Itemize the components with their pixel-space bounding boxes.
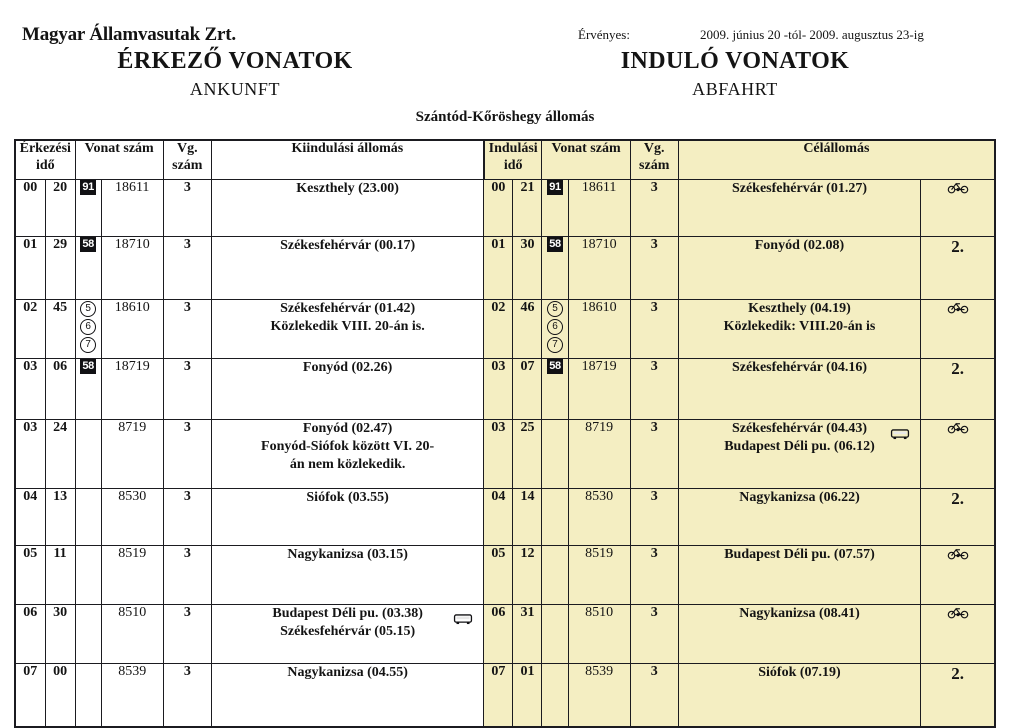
arrival-car-number: 3 — [163, 546, 211, 605]
arrival-symbols — [75, 546, 101, 605]
arrival-symbols — [75, 605, 101, 664]
destination-station — [678, 237, 920, 300]
table-row — [15, 546, 995, 605]
arrival-minute: 45 — [45, 300, 75, 359]
station-line: Fonyód (02.08) — [754, 238, 845, 253]
train-category-box: 58 — [549, 238, 561, 250]
arrivals-subtitle: ANKUNFT — [189, 79, 281, 99]
arrival-hour: 05 — [15, 546, 45, 605]
table-row — [15, 664, 995, 728]
departure-hour: 03 — [484, 420, 513, 489]
arrival-minute: 06 — [45, 359, 75, 420]
departure-train-number: 8539 — [568, 664, 630, 728]
arrival-hour: 01 — [15, 237, 45, 300]
bicycle-icon — [947, 546, 969, 560]
col-car-number-arrivals: Vg. szám — [163, 140, 211, 180]
train-category-box: 58 — [549, 360, 561, 372]
row-service-icon — [921, 237, 995, 300]
arrival-train-number: 18710 — [101, 237, 163, 300]
second-class-label: 2. — [951, 237, 964, 256]
arrival-minute: 24 — [45, 420, 75, 489]
departure-minute: 14 — [513, 489, 542, 546]
page-header — [0, 0, 1024, 125]
station-line: Siófok (03.55) — [306, 490, 389, 505]
table-row — [15, 420, 995, 489]
origin-station — [211, 489, 484, 546]
arrival-symbols — [75, 237, 101, 300]
destination-station — [678, 300, 920, 359]
arrival-hour: 03 — [15, 359, 45, 420]
arrival-train-number: 18719 — [101, 359, 163, 420]
station-line: Székesfehérvár (04.43) — [731, 421, 867, 436]
arrival-hour: 06 — [15, 605, 45, 664]
departure-symbols — [542, 300, 568, 359]
bus-icon — [890, 428, 910, 441]
origin-station — [211, 180, 484, 237]
table-row — [15, 605, 995, 664]
arrival-car-number: 3 — [163, 237, 211, 300]
departure-train-number: 8510 — [568, 605, 630, 664]
station-line: Nagykanizsa (08.41) — [739, 606, 860, 621]
departure-car-number: 3 — [630, 605, 678, 664]
departure-car-number: 3 — [630, 546, 678, 605]
departure-hour: 06 — [484, 605, 513, 664]
origin-station — [211, 359, 484, 420]
departure-symbols — [542, 605, 568, 664]
departure-symbols — [542, 546, 568, 605]
departure-hour: 00 — [484, 180, 513, 237]
station-line: Székesfehérvár (05.15) — [280, 623, 416, 639]
row-service-icon — [921, 546, 995, 605]
destination-station — [678, 180, 920, 237]
departure-hour: 02 — [484, 300, 513, 359]
station-line: Székesfehérvár (00.17) — [280, 238, 416, 253]
destination-station — [678, 359, 920, 420]
arrivals-title: ÉRKEZŐ VONATOK — [117, 48, 353, 74]
departure-minute: 21 — [513, 180, 542, 237]
table-row — [15, 359, 995, 420]
origin-station — [211, 420, 484, 489]
arrival-car-number: 3 — [163, 664, 211, 728]
departure-hour: 07 — [484, 664, 513, 728]
station-line: Budapest Déli pu. (06.12) — [724, 438, 875, 454]
row-service-icon — [921, 489, 995, 546]
row-service-icon — [921, 605, 995, 664]
arrival-car-number: 3 — [163, 605, 211, 664]
second-class-label: 2. — [951, 359, 964, 378]
arrival-car-number: 3 — [163, 359, 211, 420]
arrival-train-number: 18610 — [101, 300, 163, 359]
station-line: Keszthely (23.00) — [296, 181, 399, 196]
row-service-icon — [921, 664, 995, 728]
arrival-minute: 11 — [45, 546, 75, 605]
station-line: Nagykanizsa (06.22) — [739, 490, 860, 505]
train-category-box: 58 — [82, 238, 94, 250]
arrival-symbols — [75, 420, 101, 489]
departure-car-number: 3 — [630, 664, 678, 728]
train-category-box: 58 — [82, 360, 94, 372]
company-name: Magyar Államvasutak Zrt. — [22, 24, 236, 45]
departures-title: INDULÓ VONATOK — [620, 48, 850, 74]
station-line: Székesfehérvár (01.42) — [280, 301, 416, 316]
departure-car-number: 3 — [630, 359, 678, 420]
arrival-train-number: 18611 — [101, 180, 163, 237]
weekday-circle: 6 — [547, 319, 563, 335]
arrival-symbols — [75, 359, 101, 420]
departure-hour: 01 — [484, 237, 513, 300]
departure-car-number: 3 — [630, 420, 678, 489]
departure-minute: 07 — [513, 359, 542, 420]
timetable-container — [14, 139, 996, 728]
row-service-icon — [921, 359, 995, 420]
second-class-label: 2. — [951, 664, 964, 683]
col-departure-time: Indulási idő — [484, 140, 542, 180]
arrival-hour: 03 — [15, 420, 45, 489]
station-name: Szántód-Kőröshegy állomás — [415, 109, 595, 125]
station-line: Közlekedik VIII. 20-án is. — [270, 318, 425, 334]
col-destination-station: Célállomás — [678, 140, 995, 180]
table-row — [15, 237, 995, 300]
second-class-label: 2. — [951, 489, 964, 508]
row-service-icon — [921, 180, 995, 237]
departure-train-number: 8719 — [568, 420, 630, 489]
departure-symbols — [542, 420, 568, 489]
departure-hour: 03 — [484, 359, 513, 420]
arrival-symbols — [75, 300, 101, 359]
departure-hour: 05 — [484, 546, 513, 605]
station-line: Nagykanizsa (04.55) — [287, 665, 408, 680]
arrival-car-number: 3 — [163, 180, 211, 237]
destination-station — [678, 546, 920, 605]
timetable — [14, 139, 996, 728]
departure-symbols — [542, 664, 568, 728]
table-row — [15, 489, 995, 546]
departure-minute: 30 — [513, 237, 542, 300]
origin-station — [211, 664, 484, 728]
table-row — [15, 180, 995, 237]
arrival-train-number: 8539 — [101, 664, 163, 728]
departure-symbols — [542, 180, 568, 237]
departure-car-number: 3 — [630, 237, 678, 300]
station-line: Keszthely (04.19) — [748, 301, 851, 316]
origin-station — [211, 300, 484, 359]
validity-label: Érvényes: — [578, 27, 630, 42]
departure-train-number: 18710 — [568, 237, 630, 300]
bicycle-icon — [947, 180, 969, 194]
arrival-hour: 04 — [15, 489, 45, 546]
destination-station — [678, 605, 920, 664]
departure-symbols — [542, 359, 568, 420]
arrival-train-number: 8510 — [101, 605, 163, 664]
destination-station — [678, 664, 920, 728]
table-body — [15, 180, 995, 728]
col-train-number-arrivals: Vonat szám — [75, 140, 163, 180]
arrival-train-number: 8530 — [101, 489, 163, 546]
origin-station — [211, 237, 484, 300]
station-line: Fonyód (02.26) — [302, 360, 393, 375]
station-line: Siófok (07.19) — [758, 665, 841, 680]
origin-station — [211, 546, 484, 605]
weekday-circle: 6 — [80, 319, 96, 335]
departure-hour: 04 — [484, 489, 513, 546]
col-train-number-departures: Vonat szám — [542, 140, 630, 180]
table-header — [15, 140, 995, 180]
train-category-box: 91 — [549, 181, 561, 193]
col-car-number-departures: Vg. szám — [630, 140, 678, 180]
departure-minute: 46 — [513, 300, 542, 359]
table-row — [15, 300, 995, 359]
arrival-train-number: 8719 — [101, 420, 163, 489]
station-line: án nem közlekedik. — [289, 456, 406, 472]
station-line: Budapest Déli pu. (07.57) — [724, 547, 875, 562]
departure-car-number: 3 — [630, 300, 678, 359]
row-service-icon — [921, 300, 995, 359]
station-line: Nagykanizsa (03.15) — [287, 547, 408, 562]
departure-minute: 01 — [513, 664, 542, 728]
weekday-circle: 7 — [80, 337, 96, 353]
departure-car-number: 3 — [630, 489, 678, 546]
arrival-symbols — [75, 180, 101, 237]
arrival-car-number: 3 — [163, 420, 211, 489]
bicycle-icon — [947, 605, 969, 619]
destination-station — [678, 489, 920, 546]
destination-station — [678, 420, 920, 489]
validity-period: 2009. június 20 -tól- 2009. augusztus 23-ig — [700, 27, 924, 42]
header-row — [15, 140, 995, 180]
station-line: Székesfehérvár (04.16) — [731, 360, 867, 375]
departure-train-number: 18719 — [568, 359, 630, 420]
station-line: Fonyód-Siófok között VI. 20- — [261, 438, 435, 454]
departure-train-number: 18610 — [568, 300, 630, 359]
station-line: Budapest Déli pu. (03.38) — [272, 606, 423, 621]
col-arrival-time: Érkezési idő — [15, 140, 75, 180]
arrival-car-number: 3 — [163, 300, 211, 359]
arrival-hour: 00 — [15, 180, 45, 237]
arrival-minute: 29 — [45, 237, 75, 300]
bicycle-icon — [947, 420, 969, 434]
col-origin-station: Kiindulási állomás — [211, 140, 484, 180]
bicycle-icon — [947, 300, 969, 314]
arrival-minute: 00 — [45, 664, 75, 728]
departures-subtitle: ABFAHRT — [692, 79, 778, 99]
arrival-minute: 30 — [45, 605, 75, 664]
origin-station — [211, 605, 484, 664]
weekday-circle: 5 — [547, 301, 563, 317]
arrival-symbols — [75, 489, 101, 546]
arrival-minute: 20 — [45, 180, 75, 237]
departure-car-number: 3 — [630, 180, 678, 237]
arrival-car-number: 3 — [163, 489, 211, 546]
station-line: Közlekedik: VIII.20-án is — [723, 318, 876, 334]
station-line: Székesfehérvár (01.27) — [731, 181, 867, 196]
bus-icon — [453, 613, 473, 626]
departure-minute: 12 — [513, 546, 542, 605]
weekday-circle: 7 — [547, 337, 563, 353]
departure-train-number: 18611 — [568, 180, 630, 237]
weekday-circle: 5 — [80, 301, 96, 317]
arrival-symbols — [75, 664, 101, 728]
station-line: Fonyód (02.47) — [302, 421, 393, 436]
train-category-box: 91 — [82, 181, 94, 193]
departure-symbols — [542, 237, 568, 300]
arrival-hour: 02 — [15, 300, 45, 359]
departure-train-number: 8519 — [568, 546, 630, 605]
departure-train-number: 8530 — [568, 489, 630, 546]
arrival-hour: 07 — [15, 664, 45, 728]
departure-minute: 31 — [513, 605, 542, 664]
arrival-minute: 13 — [45, 489, 75, 546]
departure-symbols — [542, 489, 568, 546]
arrival-train-number: 8519 — [101, 546, 163, 605]
row-service-icon — [921, 420, 995, 489]
departure-minute: 25 — [513, 420, 542, 489]
